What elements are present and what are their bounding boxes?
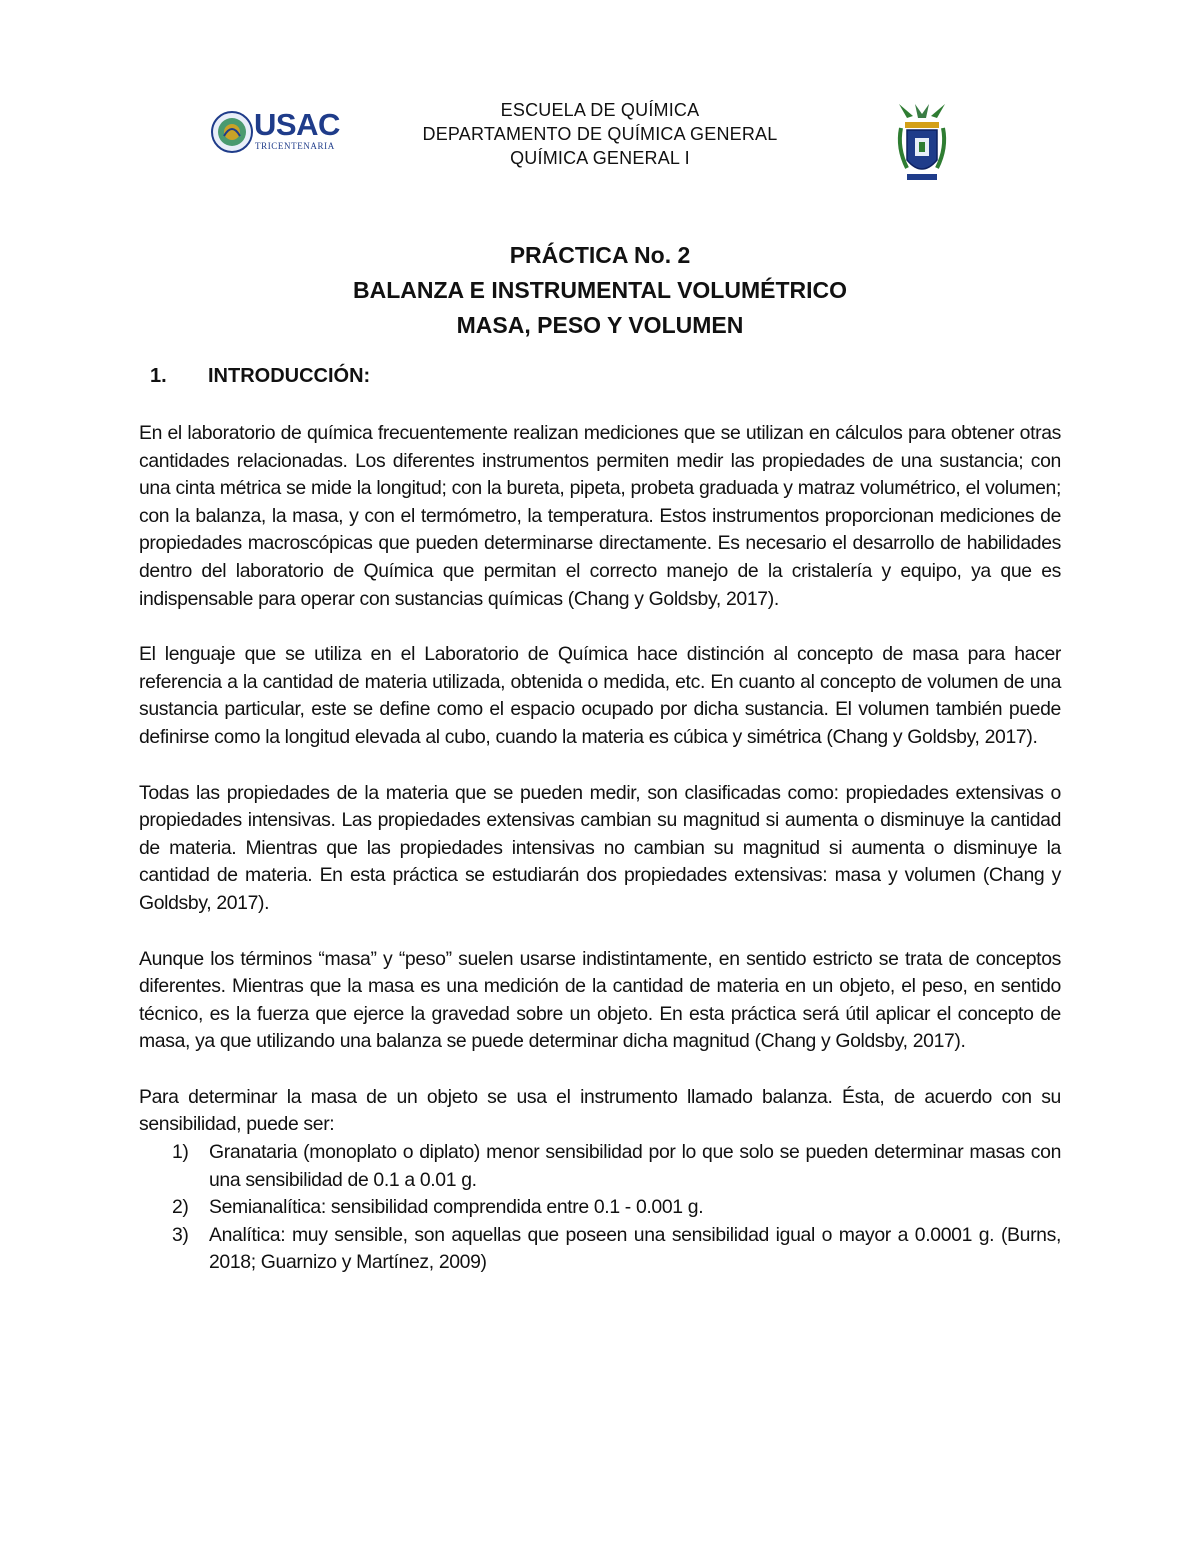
paragraph: Aunque los términos “masa” y “peso” suelen usarse indistintamente, en sentido estricto se trata de conceptos diferentes. Mientras que la masa es una medición de la cantidad de materia en un objeto, el peso, en sentido técnico, es la fuerza que ejerce la gravedad sobre un objeto. En esta práctica será útil aplicar el concepto de masa, ya que utilizando una balanza se puede determinar dicha magnitud (Chang y Goldsby, 2017).: [139, 947, 1061, 1053]
list-marker: 1): [172, 1141, 189, 1164]
list-item-text: Semianalítica: sensibilidad comprendida entre 0.1 - 0.001 g.: [209, 1196, 704, 1219]
list-item: [139, 1194, 1061, 1222]
list-item: [139, 1139, 1061, 1194]
paragraph: En el laboratorio de química frecuentemente realizan mediciones que se utilizan en cálculos para obtener otras cantidades relacionadas. Los diferentes instrumentos permiten medir las propiedades de una sustancia; con una cinta métrica se mide la longitud; con la bureta, pipeta, probeta graduada y matraz volumétrico, el volumen; con la balanza, la masa, y con el termómetro, la temperatura. Estos instrumentos proporcionan mediciones de propiedades macroscópicas que pueden determinarse directamente. Es necesario el desarrollo de habilidades dentro del laboratorio de Química que permitan el correcto manejo de la cristalería y equipo, ya que es indispensable para operar con sustancias químicas (Chang y Goldsby, 2017).: [139, 422, 1061, 610]
header-department: DEPARTAMENTO DE QUÍMICA GENERAL: [422, 124, 778, 144]
list-item-text: Granataria (monoplato o diplato) menor sensibilidad por lo que solo se pueden determinar masas con una sensibilidad de 0.1 a 0.01 g.: [209, 1141, 1061, 1191]
paragraph: Para determinar la masa de un objeto se usa el instrumento llamado balanza. Ésta, de acuerdo con su sensibilidad, puede ser:: [139, 1085, 1061, 1136]
practice-number: PRÁCTICA No. 2: [509, 242, 691, 268]
practice-subtopic: MASA, PESO Y VOLUMEN: [456, 312, 744, 338]
list-item: [139, 1222, 1061, 1277]
list-item-text: Analítica: muy sensible, son aquellas que poseen una sensibilidad igual o mayor a 0.0001 g. (Burns, 2018; Guarnizo y Martínez, 2009): [209, 1223, 1061, 1274]
section-heading: [150, 362, 370, 390]
list-marker: 3): [172, 1223, 189, 1246]
header-course: QUÍMICA GENERAL I: [510, 148, 690, 168]
list-marker: 2): [172, 1196, 189, 1219]
school-crest-icon: [893, 98, 951, 186]
practice-title: [140, 238, 1060, 343]
practice-topic: BALANZA E INSTRUMENTAL VOLUMÉTRICO: [352, 277, 848, 303]
section-number: 1.: [150, 365, 167, 387]
header-school: ESCUELA DE QUÍMICA: [500, 100, 700, 120]
section-title: INTRODUCCIÓN:: [208, 365, 371, 387]
usac-logo: [210, 108, 350, 156]
document-header: [380, 98, 820, 170]
usac-seal-icon: [210, 110, 254, 154]
usac-logo-text: USAC: [254, 107, 340, 142]
paragraph: Todas las propiedades de la materia que se pueden medir, son clasificadas como: propiedades extensivas o propiedades intensivas. Las propiedades extensivas cambian su magnitud si aumenta o disminuye la cantidad de materia. Mientras que las propiedades intensivas no cambian su magnitud si aumenta o disminuye la cantidad de materia. En esta práctica se estudiarán dos propiedades extensivas: masa y volumen (Chang y Goldsby, 2017).: [139, 781, 1061, 914]
paragraph: El lenguaje que se utiliza en el Laboratorio de Química hace distinción al concepto de masa para hacer referencia a la cantidad de materia utilizada, obtenida o medida, etc. En cuanto al concepto de volumen de una sustancia particular, este se define como el espacio ocupado por dicha sustancia. El volumen también puede definirse como la longitud elevada al cubo, cuando la materia es cúbica y simétrica (Chang y Goldsby, 2017).: [139, 643, 1061, 748]
balance-types-list: [139, 1139, 1061, 1277]
introduction-body: [139, 420, 1061, 1277]
usac-logo-subtext: TRICENTENARIA: [255, 141, 335, 151]
